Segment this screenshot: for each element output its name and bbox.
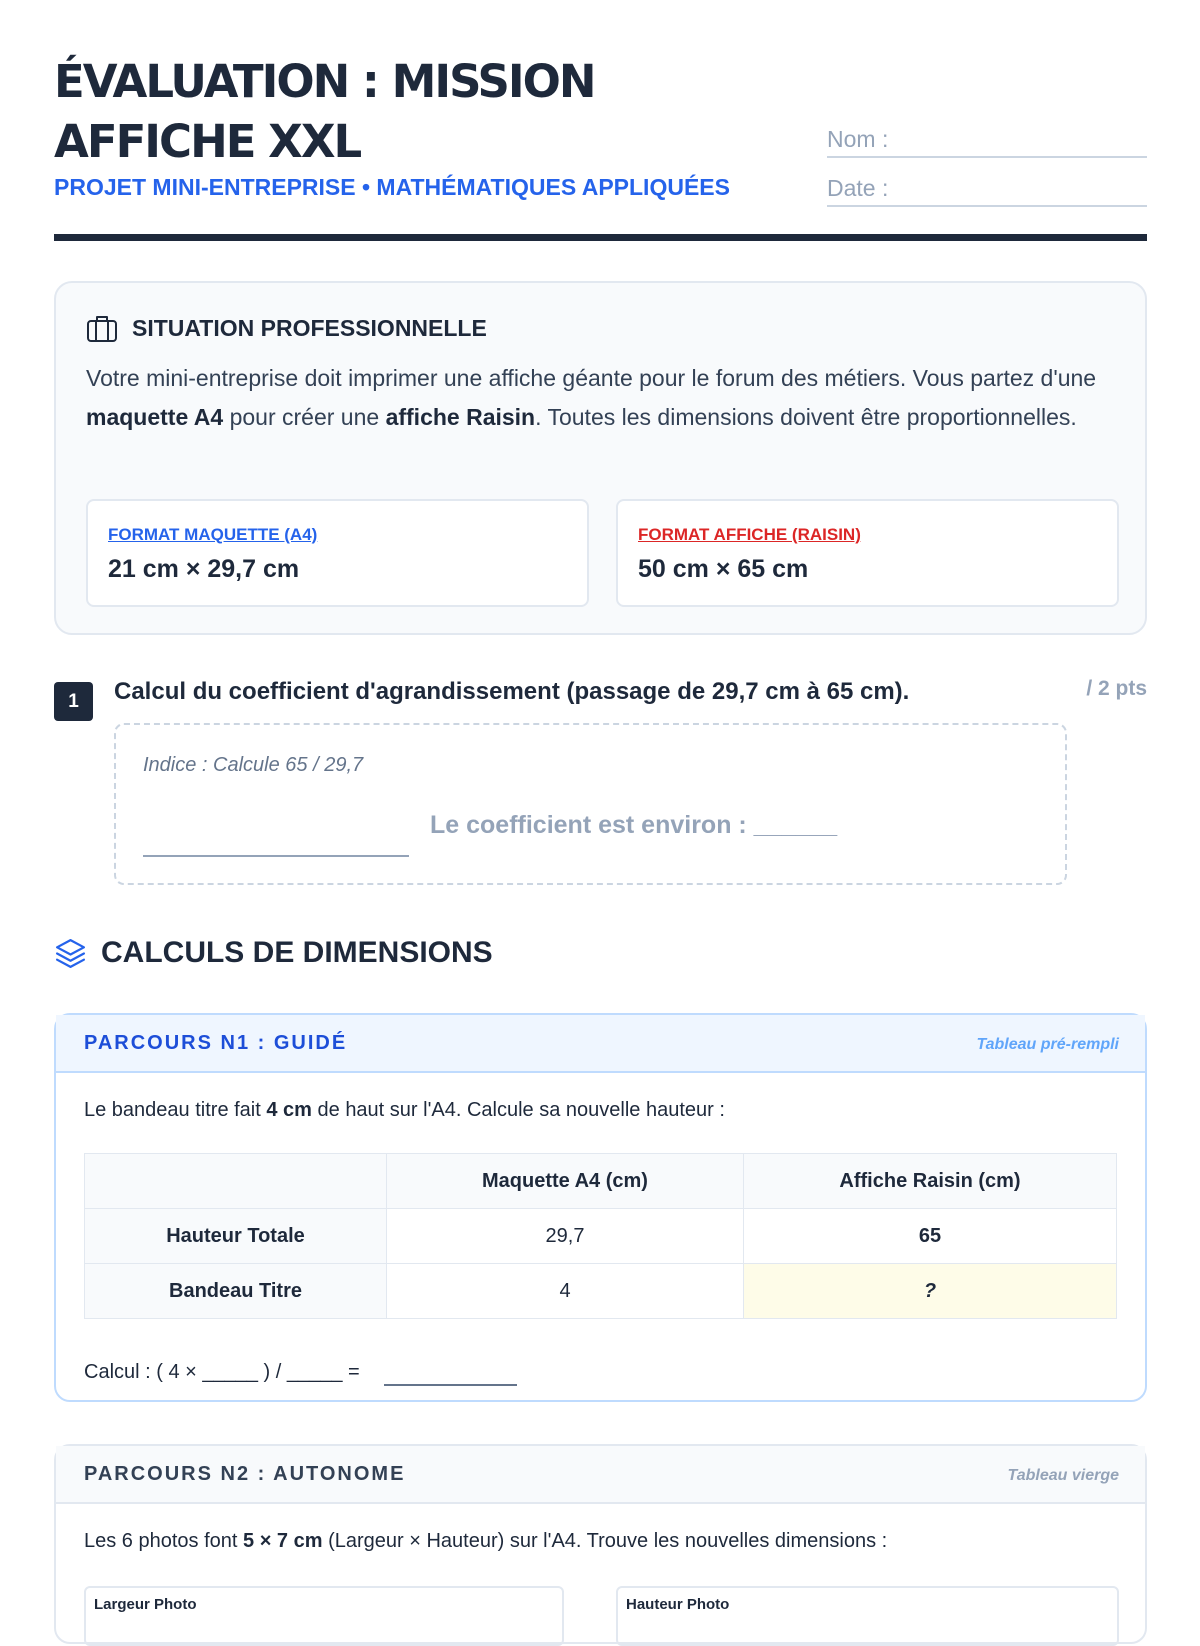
table-header-cell: Affiche Raisin (cm) — [744, 1154, 1117, 1209]
table-row-label: Bandeau Titre — [85, 1264, 387, 1319]
situation-heading-label: SITUATION PROFESSIONNELLE — [132, 314, 487, 341]
calculation-prompt: Calcul : ( 4 × _____ ) / _____ = — [84, 1361, 360, 1383]
parcours-n1-tag: Tableau pré-rempli — [976, 1036, 1119, 1053]
hint-text: Indice : Calcule 65 / 29,7 — [143, 754, 364, 776]
question-points: / 2 pts — [1086, 677, 1147, 700]
section-title-label: CALCULS DE DIMENSIONS — [101, 936, 493, 969]
situation-card — [54, 281, 1147, 635]
photo-width-label: Largeur Photo — [94, 1596, 197, 1613]
parcours-n1-intro: Le bandeau titre fait 4 cm de haut sur l'A4. Calcule sa nouvelle hauteur : — [84, 1099, 725, 1121]
title-line-2: AFFICHE XXL — [54, 115, 361, 168]
name-field[interactable]: Nom : — [827, 124, 1147, 158]
format-a4-value: 21 cm × 29,7 cm — [108, 555, 300, 583]
parcours-n2-card — [54, 1444, 1147, 1644]
section-title — [54, 933, 493, 973]
layers-icon — [54, 937, 87, 970]
worksheet-page — [54, 0, 1147, 1613]
format-raisin-box — [616, 499, 1119, 607]
table-row-label: Hauteur Totale — [85, 1209, 387, 1264]
format-a4-box — [86, 499, 589, 607]
table-cell: 4 — [387, 1264, 744, 1319]
date-field[interactable]: Date : — [827, 173, 1147, 207]
parcours-n2-title: PARCOURS N2 : AUTONOME — [84, 1463, 406, 1485]
parcours-n2-header — [56, 1446, 1145, 1504]
photo-height-box[interactable] — [616, 1586, 1119, 1646]
parcours-n2-intro: Les 6 photos font 5 × 7 cm (Largeur × Hauteur) sur l'A4. Trouve les nouvelles dimensions : — [84, 1530, 888, 1552]
page-title — [54, 52, 774, 172]
coefficient-prompt: Le coefficient est environ : ______ — [430, 811, 838, 839]
table-cell: 29,7 — [387, 1209, 744, 1264]
table-row — [85, 1264, 1117, 1319]
format-raisin-value: 50 cm × 65 cm — [638, 555, 809, 583]
answer-box[interactable] — [114, 723, 1067, 885]
table-row — [85, 1209, 1117, 1264]
dimensions-table — [84, 1153, 1117, 1319]
parcours-n1-card — [54, 1013, 1147, 1402]
question-number-badge: 1 — [54, 682, 93, 721]
header — [54, 52, 1147, 242]
format-a4-label: FORMAT MAQUETTE (A4) — [108, 525, 318, 544]
title-line-1: ÉVALUATION : MISSION — [54, 55, 595, 108]
parcours-n1-header — [56, 1015, 1145, 1073]
situation-text: Votre mini-entreprise doit imprimer une affiche géante pour le forum des métiers. Vous partez d'une maquette A4 pour créer une affiche Raisin. Toutes les dimensions doivent être proportionnelles. — [86, 365, 1097, 430]
header-divider — [54, 234, 1147, 241]
parcours-n1-title: PARCOURS N1 : GUIDÉ — [84, 1032, 348, 1054]
photo-width-box[interactable] — [84, 1586, 564, 1646]
format-raisin-label: FORMAT AFFICHE (RAISIN) — [638, 525, 861, 544]
photo-height-label: Hauteur Photo — [626, 1596, 730, 1613]
situation-heading — [86, 313, 487, 343]
table-header-cell: Maquette A4 (cm) — [387, 1154, 744, 1209]
parcours-n2-tag: Tableau vierge — [1007, 1467, 1119, 1484]
unknown-answer-cell[interactable]: ? — [744, 1264, 1117, 1319]
calculation-answer-line[interactable] — [384, 1384, 517, 1386]
table-cell: 65 — [744, 1209, 1117, 1264]
table-header-row — [85, 1154, 1117, 1209]
answer-line[interactable] — [143, 855, 409, 857]
question-text: Calcul du coefficient d'agrandissement (passage de 29,7 cm à 65 cm). — [114, 678, 910, 705]
page-subtitle: PROJET MINI-ENTREPRISE • MATHÉMATIQUES APPLIQUÉES — [54, 174, 730, 200]
table-header-cell — [85, 1154, 387, 1209]
briefcase-icon — [86, 312, 118, 344]
